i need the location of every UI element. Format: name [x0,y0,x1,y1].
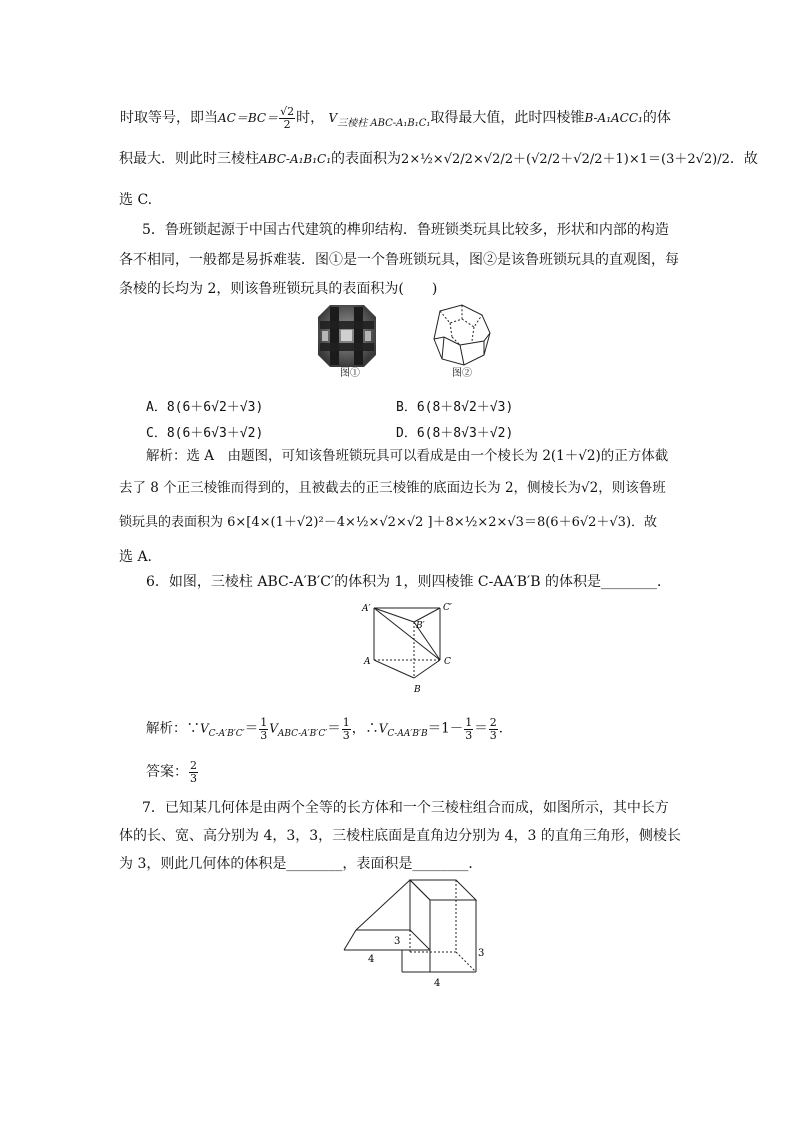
one-third: $\frac{1}{3}$ [342,716,350,742]
q6-answer [146,760,199,784]
dim-length-bottom: 4 [434,978,441,989]
volume-symbol: V [328,111,338,126]
figure-2-caption: 图② [452,368,472,379]
q5-solution-2: 去了 8 个正三棱锥而得到的，且被截去的正三棱锥的底面边长为 2，侧棱长为√2，则该鲁班 [119,480,666,496]
text: ． [498,720,513,737]
label-c: C [444,657,451,667]
q5-solution-3: 锁玩具的表面积为 6×[4×(1＋√2)²－4×½×√2×√2 ]＋8×½×2×√3＝8(6＋6√2＋√3)．故 [119,515,658,530]
answer-label: 答案： [146,764,188,781]
volume-subscript: 三棱柱 ABC-A₁B₁C₁ [337,117,431,129]
v: V [200,721,209,736]
text: ＝1－ [427,720,464,737]
dim-length-left: 4 [368,954,375,965]
two-thirds: $\frac{2}{3}$ [489,716,497,742]
dim-height-left: 3 [394,936,401,947]
answer-fraction: $\frac{2}{3}$ [190,759,197,785]
one-third: $\frac{1}{3}$ [465,716,473,742]
text: 取得最大值，此时四棱锥 [430,110,585,127]
q5-line-2: 各不相同，一般都是易拆难装．图①是一个鲁班锁玩具，图②是该鲁班锁玩具的直观图，每 [119,252,679,268]
text: 的表面积为 [331,151,402,167]
q7-line-3: 为 3，则此几何体的体积是________，表面积是________． [119,856,483,872]
text: 时取等号，即当 [120,110,218,127]
triangular-prism-diagram [360,598,470,698]
option-a[interactable]: A．8(6＋6√2＋√3) [146,400,264,415]
subscript: ABC-A′B′C′ [277,729,328,740]
pyramid-name: B-A₁ACC₁ [584,111,643,126]
text: ＝ [474,720,488,737]
text: ．故 [729,151,758,167]
surface-area-expression: 2×½×√2/2×√2/2＋(√2/2＋√2/2＋1)×1＝(3＋2√2)/2 [401,152,730,167]
q6-solution [146,717,512,741]
text: ＝ [327,720,341,737]
label-c-prime: C′ [443,603,452,613]
text: 积最大．则此时三棱柱 [119,151,259,167]
truncated-cube-diagram [430,303,496,369]
option-b[interactable]: B．6(8＋8√2＋√3) [396,400,514,415]
condition: AC＝BC＝ [218,111,279,126]
one-third: $\frac{1}{3}$ [260,716,268,742]
q6-stem: 6．如图，三棱柱 ABC-A′B′C′的体积为 1，则四棱锥 C-AA′B′B 的体积是________． [146,574,671,590]
text: ，∴ [351,720,379,737]
dim-height-right: 3 [478,948,485,959]
solution-line-3: 选 C. [119,192,153,208]
option-d[interactable]: D．6(8＋8√3＋√2) [396,426,514,441]
subscript: C-AA′B′B [387,729,428,740]
q7-line-1: 7．已知某几何体是由两个全等的长方体和一个三棱柱组合而成，如图所示，其中长方 [142,800,669,816]
solution-line-2 [119,152,758,166]
label-b-prime: B′ [416,621,425,631]
text: 时， [296,110,325,127]
text: ＝ [244,720,259,737]
option-c[interactable]: C．8(6＋6√3＋√2) [146,426,264,441]
text: 解析：∵ [146,720,200,737]
q5-solution-1: 解析：选 A 由题图，可知该鲁班锁玩具可以看成是由一个棱长为 2(1＋√2)的正方体截 [146,448,669,464]
subscript: C-A′B′C′ [208,729,245,740]
figure-1-caption: 图① [340,368,360,379]
luban-lock-photo [316,303,378,369]
label-a-prime: A′ [362,604,371,614]
text: 的体 [642,110,671,127]
q7-line-2: 体的长、宽、高分别为 4，3，3，三棱柱底面是直角边分别为 4，3 的直角三角形，侧棱长 [119,828,681,844]
prism-name: ABC-A₁B₁C₁ [259,152,332,166]
fraction-root2-over-2: $\frac{√2}{2}$ [280,105,295,131]
v: V [378,721,388,736]
label-a: A [364,657,371,667]
composite-solid-diagram [336,872,496,992]
q5-line-1: 5．鲁班锁起源于中国古代建筑的榫卯结构．鲁班锁类玩具比较多，形状和内部的构造 [142,222,669,238]
v: V [269,721,278,736]
solution-line-1 [120,106,671,130]
q5-solution-4: 选 A. [119,549,153,565]
label-b: B [414,685,421,695]
q5-line-3: 条棱的长均为 2，则该鲁班锁玩具的表面积为( ) [119,281,438,297]
